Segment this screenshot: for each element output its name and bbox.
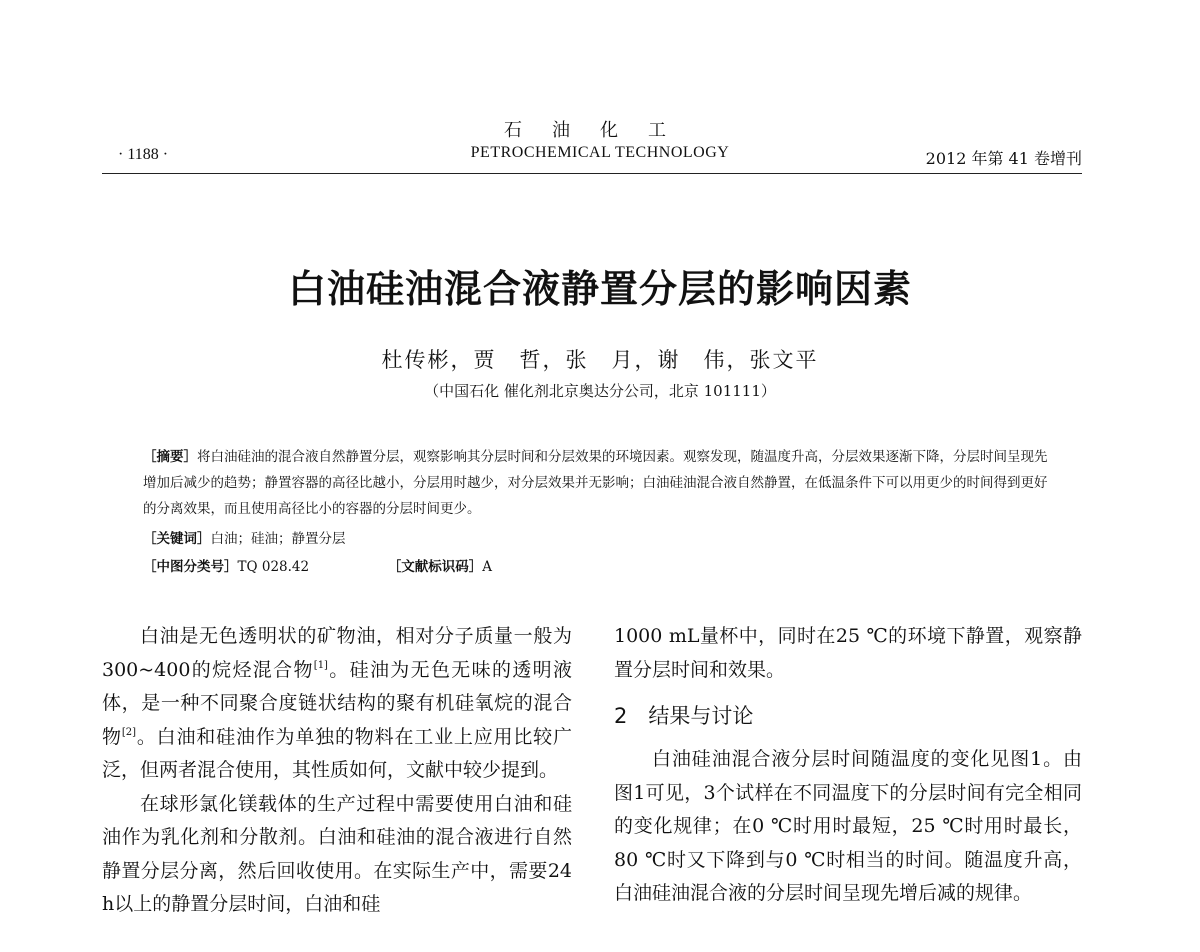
- clc-code: TQ 028.42: [237, 559, 310, 575]
- issue-info: 2012 年第 41 卷增刊: [925, 149, 1082, 168]
- body-column-left: [102, 620, 572, 922]
- article-authors: 杜传彬，贾 哲，张 月，谢 伟，张文平: [381, 348, 819, 372]
- paragraph: 1000 mL量杯中，同时在25 ℃的环境下静置，观察静置分层时间和效果。: [614, 625, 1082, 681]
- abstract: [143, 444, 1055, 522]
- keywords-line: [143, 527, 346, 547]
- paragraph: 在球形氯化镁载体的生产过程中需要使用白油和硅油作为乳化剂和分散剂。白油和硅油的混合液进行自然静置分层分离，然后回收使用。在实际生产中，需要24 h以上的静置分层时间，白油和硅: [102, 792, 572, 915]
- doc-code: A: [482, 559, 492, 575]
- abstract-text: 将白油硅油的混合液自然静置分层，观察影响其分层时间和分层效果的环境因素。观察发现，随温度升高，分层效果逐渐下降，分层时间呈现先增加后减少的趋势；静置容器的高径比越小，分层用时越少，对分层效果并无影响；白油硅油混合液自然静置，在低温条件下可以用更少的时间得到更好的分离效果，而且使用高径比小的容器的分层时间更少。: [143, 449, 1048, 517]
- page-number: · 1188 ·: [118, 146, 169, 163]
- citation[interactable]: [2]: [121, 726, 136, 738]
- section-heading: 2 结果与讨论: [614, 704, 754, 728]
- abstract-label: ［摘要］: [143, 449, 197, 465]
- journal-title-zh: 石油化工: [504, 120, 696, 141]
- article-affiliation: （中国石化 催化剂北京奥达分公司，北京 101111）: [424, 382, 776, 400]
- article-title: 白油硅油混合液静置分层的影响因素: [287, 267, 912, 311]
- citation[interactable]: [1]: [313, 659, 328, 671]
- doc-code-label: ［文献标识码］: [387, 559, 483, 575]
- keywords-label: ［关键词］: [143, 531, 211, 547]
- paragraph: 白油是无色透明状的矿物油，相对分子质量一般为300~400的烷烃混合物[1]。硅油为无色无味的透明液体，是一种不同聚合度链状结构的聚有机硅氧烷的混合物[2]。白油和硅油作为单独的物料在工业上应用比较广泛，但两者混合使用，其性质如何，文献中较少提到。: [102, 625, 572, 781]
- body-column-right: [614, 620, 1082, 911]
- paragraph: 白油硅油混合液分层时间随温度的变化见图1。由图1可见，3个试样在不同温度下的分层时间有完全相同的变化规律；在0 ℃时用时最短，25 ℃时用时最长，80 ℃时又下降到与0 ℃时相当的时间。随温度升高，白油硅油混合液的分层时间呈现先增后减的规律。: [614, 748, 1082, 904]
- keywords: 白油；硅油；静置分层: [210, 531, 346, 547]
- header-divider: [102, 173, 1082, 174]
- classification-line: [143, 555, 492, 575]
- clc-label: ［中图分类号］: [143, 559, 238, 575]
- journal-title-en: PETROCHEMICAL TECHNOLOGY: [470, 144, 730, 161]
